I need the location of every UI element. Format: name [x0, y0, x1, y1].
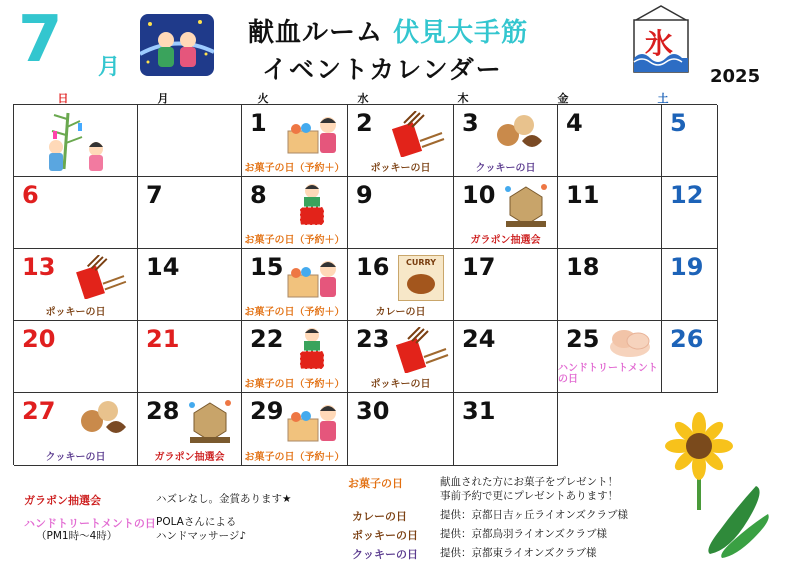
weekday-sat: 土 — [657, 92, 669, 105]
garapon-lottery-icon — [500, 181, 552, 229]
calendar-cell-day-9 — [348, 177, 454, 249]
day-number: 12 — [670, 181, 704, 209]
day-number: 9 — [356, 181, 373, 209]
calendar-cell-day-4 — [558, 105, 662, 177]
ice-sign-label: 氷 — [645, 27, 674, 60]
garapon-lottery-icon — [184, 397, 236, 445]
event-hand-line2: の日 — [558, 374, 578, 385]
weekday-fri: 金 — [557, 92, 569, 105]
day-number: 30 — [356, 397, 390, 425]
legend-hand-time: （PM1時～4時） — [36, 530, 118, 542]
drum-kid-icon — [292, 181, 332, 227]
pocky-box-icon — [392, 111, 446, 157]
hand-massage-icon — [604, 325, 656, 361]
cookies-icon — [76, 399, 130, 439]
weekday-tue: 火 — [257, 92, 269, 105]
event-pocky: ポッキーの日 — [370, 379, 431, 390]
calendar-cell-blank — [14, 105, 138, 177]
day-number: 7 — [146, 181, 163, 209]
day-number: 16 — [356, 253, 390, 281]
day-number: 3 — [462, 109, 479, 137]
calendar-cell-blank — [138, 105, 242, 177]
calendar-cell-day-29 — [242, 393, 348, 466]
day-number: 25 — [566, 325, 600, 353]
tanabata-children-icon — [34, 109, 120, 173]
event-garapon: ガラポン抽選会 — [154, 452, 225, 463]
snacks-girl-icon — [286, 401, 344, 445]
event-pocky: ポッキーの日 — [370, 163, 431, 174]
day-number: 11 — [566, 181, 600, 209]
weekday-wed: 水 — [357, 92, 369, 105]
calendar-cell-day-20 — [14, 321, 138, 393]
weekday-mon: 月 — [157, 92, 169, 105]
day-number: 5 — [670, 109, 687, 137]
legend-curry-desc: 提供：京都日吉ヶ丘ライオンズクラブ様 — [440, 509, 629, 521]
day-number: 31 — [462, 397, 496, 425]
ice-flag-icon — [628, 4, 694, 76]
calendar-cell-day-2 — [348, 105, 454, 177]
day-number: 18 — [566, 253, 600, 281]
snacks-girl-icon — [286, 257, 344, 301]
day-number: 6 — [22, 181, 39, 209]
legend-hand-desc2: ハンドマッサージ♪ — [156, 530, 247, 542]
weekday-sun: 日 — [57, 92, 69, 105]
title-accent: 伏見大手筋 — [393, 18, 529, 48]
day-number: 15 — [250, 253, 284, 281]
day-number: 13 — [22, 253, 56, 281]
snacks-girl-icon — [286, 113, 344, 157]
calendar-cell-day-24 — [454, 321, 558, 393]
day-number: 10 — [462, 181, 496, 209]
tanabata-night-icon — [140, 14, 214, 76]
calendar-cell-day-31 — [454, 393, 558, 466]
legend-hand-label: ハンドトリートメントの日 — [24, 517, 156, 530]
year: 2025 — [710, 66, 761, 87]
day-number: 20 — [22, 325, 56, 353]
day-number: 8 — [250, 181, 267, 209]
calendar-cell-day-13 — [14, 249, 138, 321]
legend-cookie-desc: 提供：京都東ライオンズクラブ様 — [440, 547, 597, 559]
calendar-cell-day-26 — [662, 321, 718, 393]
day-number: 29 — [250, 397, 284, 425]
legend-pocky-label: ポッキーの日 — [352, 529, 418, 542]
month-unit: 月 — [98, 55, 121, 80]
curry-icon — [398, 255, 444, 301]
day-number: 19 — [670, 253, 704, 281]
cucumber-icon — [696, 480, 772, 560]
calendar-cell-day-23 — [348, 321, 454, 393]
calendar-cell-day-18 — [558, 249, 662, 321]
title-line1 — [248, 12, 528, 49]
calendar-cell-day-11 — [558, 177, 662, 249]
calendar-cell-day-21 — [138, 321, 242, 393]
calendar-cell-day-12 — [662, 177, 718, 249]
pocky-box-icon — [396, 327, 450, 373]
calendar-cell-day-19 — [662, 249, 718, 321]
day-number: 14 — [146, 253, 180, 281]
event-hand — [558, 363, 658, 385]
weekday-header — [13, 90, 717, 104]
legend-garapon-label: ガラポン抽選会 — [24, 494, 101, 507]
calendar-cell-day-14 — [138, 249, 242, 321]
calendar-cell-day-28 — [138, 393, 242, 466]
drum-kid-icon — [292, 325, 332, 371]
calendar-cell-day-15 — [242, 249, 348, 321]
calendar-cell-day-30 — [348, 393, 454, 466]
day-number: 23 — [356, 325, 390, 353]
month-number: 7 — [18, 3, 63, 77]
event-okashi: お菓子の日（予約＋） — [244, 379, 345, 390]
event-cookie: クッキーの日 — [45, 452, 106, 463]
calendar-cell-day-1 — [242, 105, 348, 177]
legend-okashi-desc1: 献血された方にお菓子をプレゼント！ — [440, 476, 619, 488]
calendar-cell-day-17 — [454, 249, 558, 321]
day-number: 4 — [566, 109, 583, 137]
calendar-grid — [13, 104, 717, 465]
legend-curry-label: カレーの日 — [352, 510, 407, 523]
cookies-icon — [492, 113, 546, 153]
event-hand-line1: ハンドトリートメント — [558, 363, 658, 374]
title-line2: イベントカレンダー — [262, 55, 503, 84]
event-cookie: クッキーの日 — [475, 163, 536, 174]
event-okashi: お菓子の日（予約＋） — [244, 452, 345, 463]
curry-box-label: CURRY — [405, 258, 437, 267]
title-prefix: 献血ルーム — [248, 18, 384, 48]
day-number: 21 — [146, 325, 180, 353]
legend-garapon-desc: ハズレなし。金賞あります★ — [156, 493, 292, 505]
calendar-cell-day-22 — [242, 321, 348, 393]
calendar-cell-day-3 — [454, 105, 558, 177]
legend-hand-desc1: POLAさんによる — [156, 516, 237, 528]
event-garapon: ガラポン抽選会 — [470, 235, 541, 246]
calendar-cell-day-10 — [454, 177, 558, 249]
calendar-cell-day-8 — [242, 177, 348, 249]
event-curry: カレーの日 — [375, 307, 426, 318]
legend-okashi-label: お菓子の日 — [348, 477, 403, 490]
day-number: 24 — [462, 325, 496, 353]
event-pocky: ポッキーの日 — [45, 307, 106, 318]
pocky-box-icon — [74, 255, 130, 299]
legend-cookie-label: クッキーの日 — [352, 548, 418, 561]
calendar-cell-day-5 — [662, 105, 718, 177]
weekday-thu: 木 — [457, 92, 469, 105]
day-number: 26 — [670, 325, 704, 353]
calendar-cell-day-7 — [138, 177, 242, 249]
day-number: 28 — [146, 397, 180, 425]
day-number: 22 — [250, 325, 284, 353]
calendar-cell-day-27 — [14, 393, 138, 466]
day-number: 1 — [250, 109, 267, 137]
calendar-cell-day-25 — [558, 321, 662, 393]
day-number: 17 — [462, 253, 496, 281]
calendar-cell-day-6 — [14, 177, 138, 249]
event-okashi: お菓子の日（予約＋） — [244, 307, 345, 318]
day-number: 27 — [22, 397, 56, 425]
event-okashi: お菓子の日（予約＋） — [244, 163, 345, 174]
day-number: 2 — [356, 109, 373, 137]
calendar-cell-day-16 — [348, 249, 454, 321]
legend-okashi-desc2: 事前予約で更にプレゼントあります！ — [440, 490, 619, 502]
event-okashi: お菓子の日（予約＋） — [244, 235, 345, 246]
legend-pocky-desc: 提供：京都鳥羽ライオンズクラブ様 — [440, 528, 608, 540]
